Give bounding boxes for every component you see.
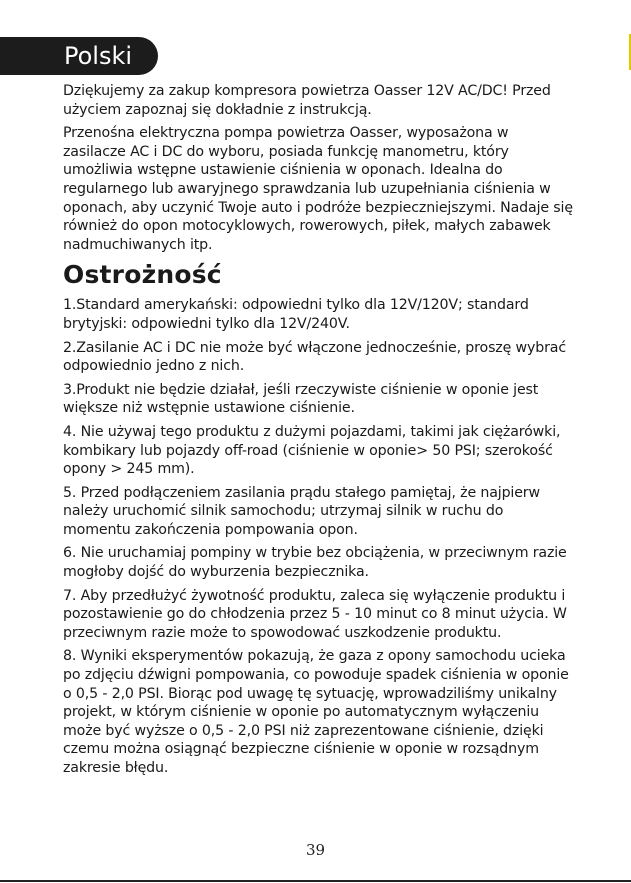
caution-item-6: 6. Nie uruchamiaj pompiny w trybie bez obciążenia, w przeciwnym razie mogłoby dojść do wyburzenia bezpiecznika. xyxy=(63,545,567,581)
intro-paragraph-1: Dziękujemy za zakup kompresora powietrza Oasser 12V AC/DC! Przed użyciem zapoznaj się dokładnie z instrukcją. xyxy=(63,83,551,118)
caution-item-2: 2.Zasilanie AC i DC nie może być włączone jednocześnie, proszę wybrać odpowiednio jedno z nich. xyxy=(63,339,566,375)
caution-item-1: 1.Standard amerykański: odpowiedni tylko dla 12V/120V; standard brytyjski: odpowiedni tylko dla 12V/240V. xyxy=(63,297,529,332)
bottom-rule xyxy=(0,880,631,882)
manual-content xyxy=(63,82,573,783)
intro-paragraph-2: Przenośna elektryczna pompa powietrza Oasser, wyposażona w zasilacze AC i DC do wyboru, posiada funkcję manometru, który umożliwia wstępne ustawienie ciśnienia w oponach. Idealna do regularnego lub awaryjnego sprawdzania lub uzupełniania ciśnienia w oponach, aby uczynić Twoje auto i podróże bezpieczniejszymi. Nadaje się również do opon motocyklowych, rowerowych, piłek, małych zabawek nadmuchiwanych itp. xyxy=(63,125,573,253)
caution-item-5: 5. Przed podłączeniem zasilania prądu stałego pamiętaj, że najpierw należy uruchomić silnik samochodu; utrzymaj silnik w ruchu do momentu zakończenia pompowania opon. xyxy=(63,484,540,538)
page-number: 39 xyxy=(305,841,326,859)
caution-item-4: 4. Nie używaj tego produktu z dużymi pojazdami, takimi jak ciężarówki, kombikary lub pojazdy off-road (ciśnienie w oponie> 50 PSI; szerokość opony > 245 mm). xyxy=(63,423,561,478)
caution-item-7: 7. Aby przedłużyć żywotność produktu, zaleca się wyłączenie produktu i pozostawienie go do chłodzenia przez 5 - 10 minut co 8 minut użycia. W przeciwnym razie może to spowodować uszkodzenie produktu. xyxy=(63,587,567,641)
caution-heading: Ostrożność xyxy=(63,260,222,290)
caution-item-8: 8. Wyniki eksperymentów pokazują, że gaza z opony samochodu ucieka po zdjęciu dźwigni pompowania, co powoduje spadek ciśnienia w oponie o 0,5 - 2,0 PSI. Biorąc pod uwagę tę sytuację, wprowadziliśmy unikalny projekt, w którym ciśnienie w oponie po automatycznym wyłączeniu może być wyższe o 0,5 - 2,0 PSI niż zaprezentowane ciśnienie, dzięki czemu można osiągnąć bezpieczne ciśnienie w oponie w rozsądnym zakresie błędu. xyxy=(63,648,569,776)
caution-item-3: 3.Produkt nie będzie działał, jeśli rzeczywiste ciśnienie w oponie jest większe niż wstępnie ustawione ciśnienie. xyxy=(63,381,539,417)
language-tab: Polski xyxy=(0,37,158,75)
